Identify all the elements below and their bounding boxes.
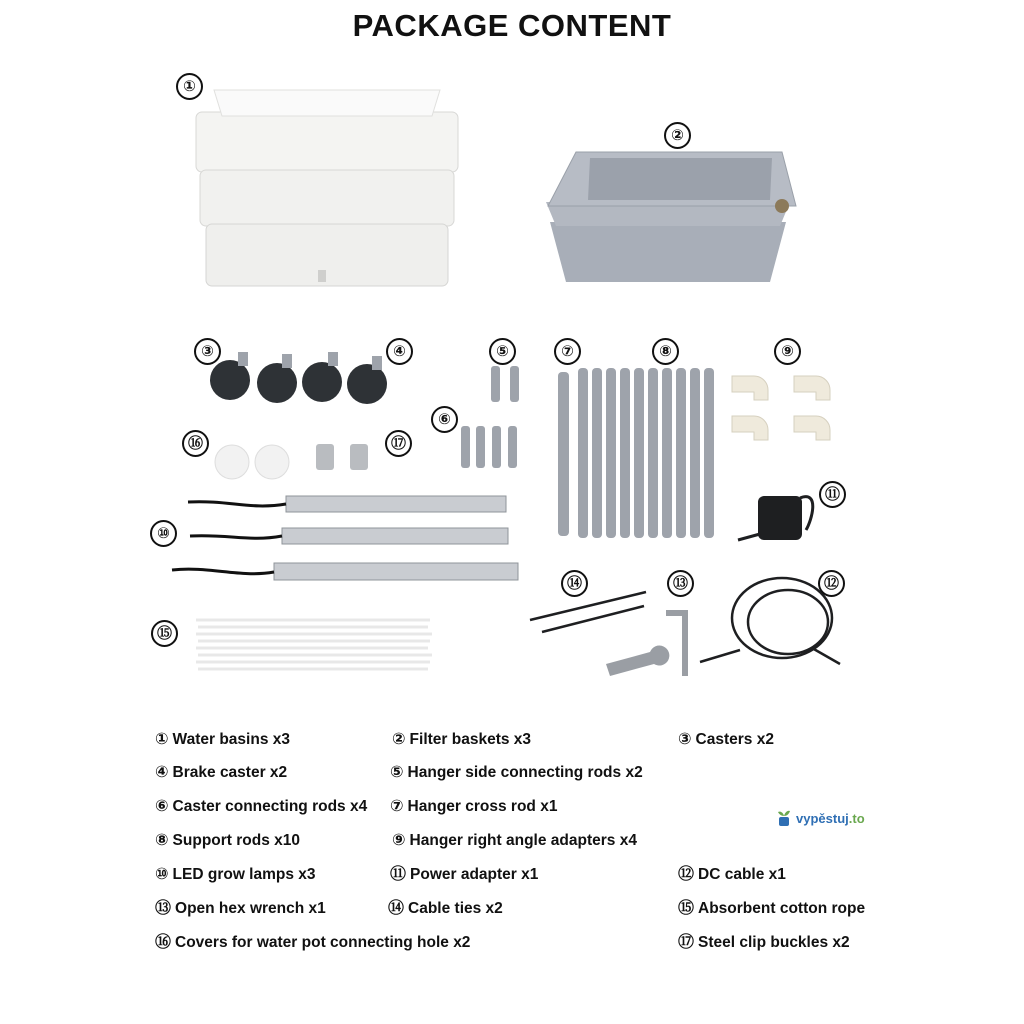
marker-16: ⑯ xyxy=(182,430,209,457)
marker-5: ⑤ xyxy=(489,338,516,365)
marker-1: ① xyxy=(176,73,203,100)
page-title: PACKAGE CONTENT xyxy=(352,8,672,43)
legend-label: Brake caster x2 xyxy=(172,764,288,781)
plant-pot-icon xyxy=(772,806,796,830)
marker-9: ⑨ xyxy=(774,338,801,365)
marker-4: ④ xyxy=(386,338,413,365)
legend-number: ① xyxy=(155,731,169,748)
legend-label: LED grow lamps x3 xyxy=(172,866,316,883)
legend-number: ⑯ xyxy=(155,934,172,951)
legend-label: Absorbent cotton rope xyxy=(698,900,866,917)
legend-item-12 xyxy=(678,865,786,885)
marker-12: ⑫ xyxy=(818,570,845,597)
legend-label: Cable ties x2 xyxy=(408,900,503,917)
marker-13: ⑬ xyxy=(667,570,694,597)
legend-number: ⑩ xyxy=(155,866,169,883)
angle-adapters-image xyxy=(732,376,830,440)
brand-logo xyxy=(772,806,865,830)
legend-label: Filter baskets x3 xyxy=(409,731,532,748)
legend-item-6 xyxy=(155,797,367,817)
legend-label: Casters x2 xyxy=(695,731,774,748)
logo-name: vypěstuj xyxy=(796,810,849,826)
power-adapter-image xyxy=(738,496,813,540)
marker-3: ③ xyxy=(194,338,221,365)
led-lamps-image xyxy=(172,496,518,580)
legend-number: ③ xyxy=(678,731,692,748)
legend-number: ⑫ xyxy=(678,866,695,883)
legend-number: ⑰ xyxy=(678,934,695,951)
marker-10: ⑩ xyxy=(150,520,177,547)
legend-label: Hanger side connecting rods x2 xyxy=(407,764,643,781)
legend-number: ⑨ xyxy=(392,832,406,849)
legend-number: ② xyxy=(392,731,406,748)
marker-17: ⑰ xyxy=(385,430,412,457)
legend-item-4 xyxy=(155,763,287,783)
legend-item-1 xyxy=(155,730,290,750)
legend-number: ⑮ xyxy=(678,900,695,917)
legend-label: Steel clip buckles x2 xyxy=(698,934,850,951)
legend-item-15 xyxy=(678,899,865,919)
cotton-rope-image xyxy=(196,620,432,669)
legend-item-11 xyxy=(390,865,538,885)
short-rods-image xyxy=(461,366,519,468)
marker-14: ⑭ xyxy=(561,570,588,597)
legend-item-2 xyxy=(392,730,531,750)
dc-cable-image xyxy=(700,578,840,664)
legend-number: ⑥ xyxy=(155,798,169,815)
legend-number: ⑦ xyxy=(390,798,404,815)
logo-suffix: .to xyxy=(848,810,865,826)
legend-item-8 xyxy=(155,831,300,851)
legend-label: DC cable x1 xyxy=(698,866,786,883)
hex-wrench-image xyxy=(606,610,688,676)
legend-item-9 xyxy=(392,831,637,851)
legend-number: ⑪ xyxy=(390,866,407,883)
legend-item-10 xyxy=(155,865,316,885)
covers-image xyxy=(215,445,289,479)
legend-label: Covers for water pot connecting hole x2 xyxy=(175,934,471,951)
legend-item-17 xyxy=(678,933,850,953)
legend-label: Hanger right angle adapters x4 xyxy=(409,832,637,849)
cable-ties-image xyxy=(530,592,646,632)
legend-number: ⑭ xyxy=(388,900,405,917)
casters-image xyxy=(210,352,387,404)
legend-label: Power adapter x1 xyxy=(410,866,539,883)
legend-label: Water basins x3 xyxy=(172,731,290,748)
marker-6: ⑥ xyxy=(431,406,458,433)
legend-label: Hanger cross rod x1 xyxy=(407,798,558,815)
legend-item-16 xyxy=(155,933,470,953)
legend-number: ④ xyxy=(155,764,169,781)
legend-number: ⑧ xyxy=(155,832,169,849)
legend-item-7 xyxy=(390,797,557,817)
legend-label: Caster connecting rods x4 xyxy=(172,798,368,815)
legend-item-13 xyxy=(155,899,326,919)
filter-baskets-image xyxy=(546,152,796,282)
water-basins-image xyxy=(196,90,458,286)
marker-8: ⑧ xyxy=(652,338,679,365)
legend-number: ⑤ xyxy=(390,764,404,781)
marker-2: ② xyxy=(664,122,691,149)
marker-15: ⑮ xyxy=(151,620,178,647)
marker-7: ⑦ xyxy=(554,338,581,365)
legend-label: Support rods x10 xyxy=(172,832,301,849)
clip-buckles-image xyxy=(316,444,368,470)
legend-item-14 xyxy=(388,899,503,919)
legend-item-3 xyxy=(678,730,774,750)
marker-11: ⑪ xyxy=(819,481,846,508)
long-rods-image xyxy=(558,368,714,538)
legend-number: ⑬ xyxy=(155,900,172,917)
legend-label: Open hex wrench x1 xyxy=(175,900,326,917)
legend-item-5 xyxy=(390,763,643,783)
